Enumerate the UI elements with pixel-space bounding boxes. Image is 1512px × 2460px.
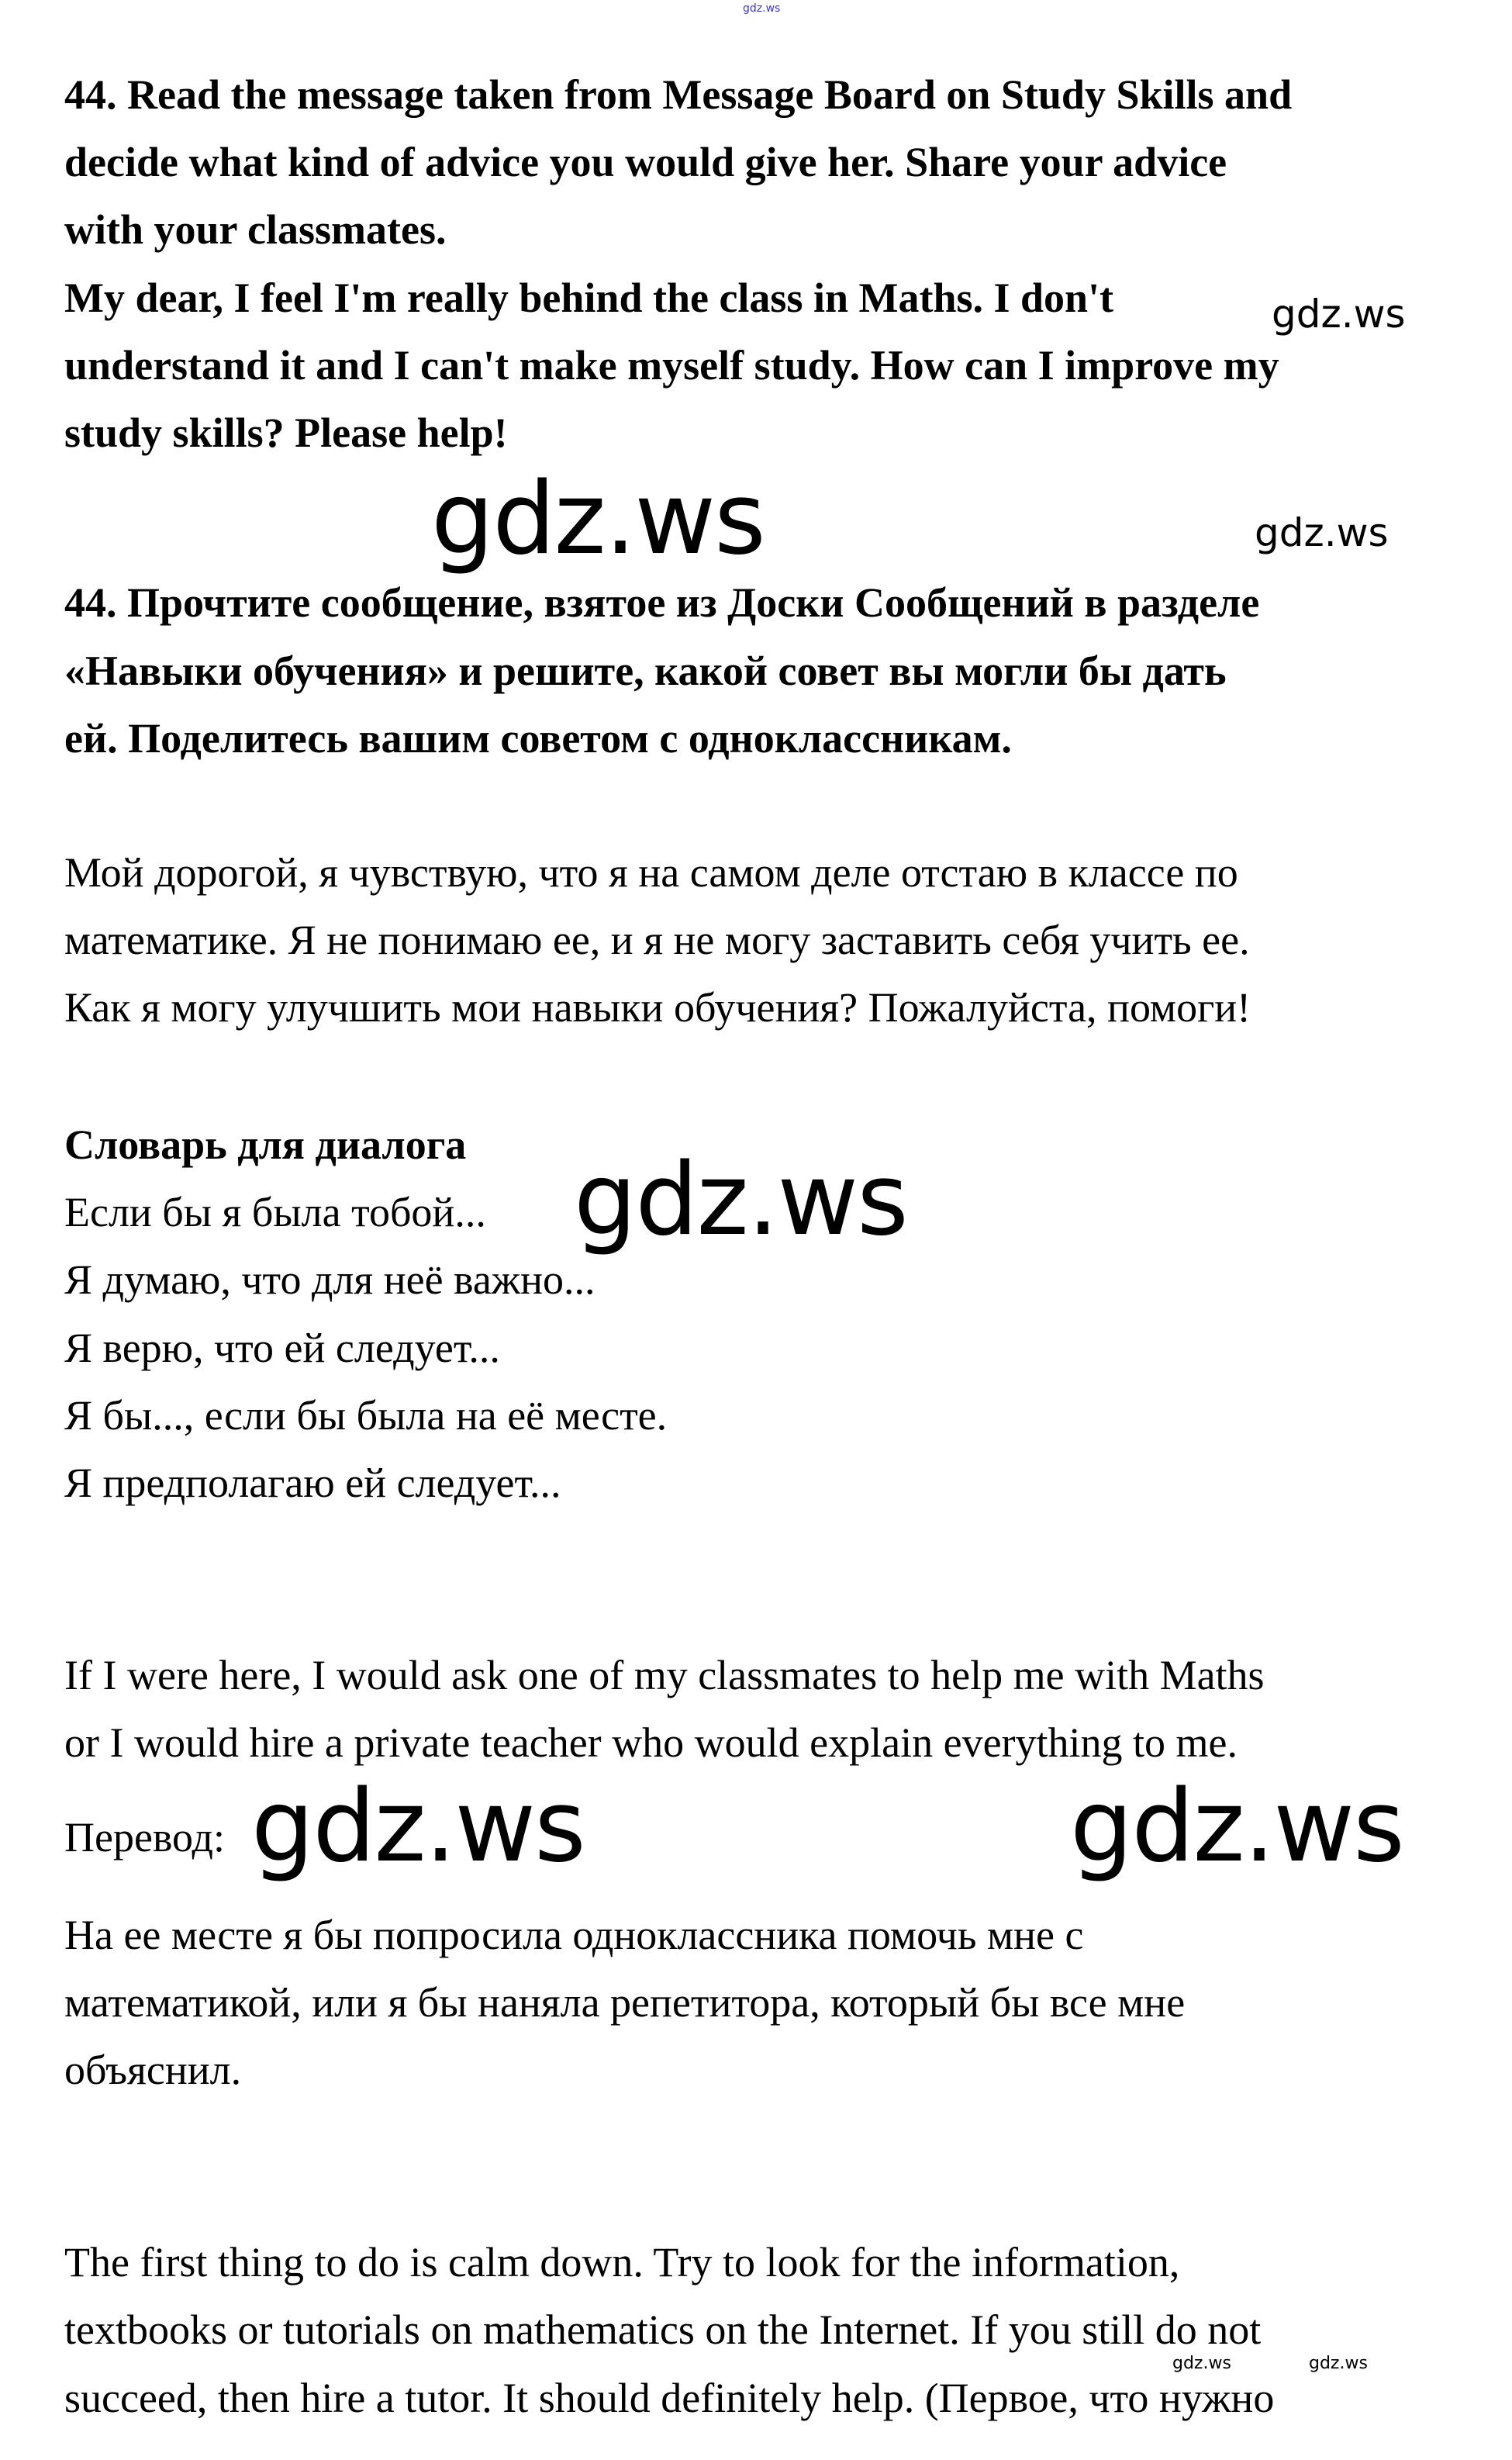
watermark: gdz.ws: [1309, 2354, 1368, 2373]
watermark-top: gdz.ws: [743, 2, 781, 15]
vocab-title: Словарь для диалога: [64, 1121, 467, 1168]
answer2-en-line: textbooks or tutorials on mathematics on the Internet. If you still do not: [64, 2306, 1262, 2353]
vocab-item: Я думаю, что для неё важно...: [64, 1256, 595, 1303]
answer2-en-line: succeed, then hire a tutor. It should definitely help. (Первое, что нужно: [64, 2375, 1275, 2421]
answer1-ru-line: объяснил.: [64, 2047, 242, 2093]
task-en-line: with your classmates.: [64, 206, 447, 253]
task-ru-line: ей. Поделитесь вашим советом с одноклассникам.: [64, 715, 1012, 762]
message-en-line: My dear, I feel I'm really behind the class in Maths. I don't: [64, 275, 1114, 321]
answer2-en-line: The first thing to do is calm down. Try to look for the information,: [64, 2239, 1180, 2286]
message-ru-line: Как я могу улучшить мои навыки обучения? Пожалуйста, помоги!: [64, 984, 1251, 1031]
task-ru-line: «Навыки обучения» и решите, какой совет вы могли бы дать: [64, 648, 1227, 694]
vocab-item: Я бы..., если бы была на её месте.: [64, 1392, 668, 1439]
task-ru-line: 44. Прочтите сообщение, взятое из Доски Сообщений в разделе: [64, 579, 1260, 626]
translation-label: Перевод:: [64, 1814, 225, 1861]
message-ru-line: математике. Я не понимаю ее, и я не могу заставить себя учить ее.: [64, 917, 1250, 963]
answer1-ru-line: На ее месте я бы попросила одноклассника помочь мне с: [64, 1912, 1084, 1958]
message-ru-line: Мой дорогой, я чувствую, что я на самом деле отстаю в классе по: [64, 849, 1238, 896]
answer1-ru-line: математикой, или я бы наняла репетитора, который бы все мне: [64, 1979, 1186, 2026]
watermark: gdz.ws: [1070, 1769, 1403, 1885]
message-en-line: understand it and I can't make myself study. How can I improve my: [64, 342, 1279, 389]
watermark: gdz.ws: [1172, 2354, 1231, 2373]
vocab-item: Я предполагаю ей следует...: [64, 1460, 561, 1506]
message-en-line: study skills? Please help!: [64, 409, 508, 456]
vocab-item: Если бы я была тобой...: [64, 1189, 486, 1235]
watermark: gdz.ws: [251, 1769, 585, 1885]
vocab-item: Я верю, что ей следует...: [64, 1325, 500, 1371]
task-en-line: 44. Read the message taken from Message Board on Study Skills and: [64, 71, 1293, 118]
answer1-en-line: If I were here, I would ask one of my classmates to help me with Maths: [64, 1652, 1265, 1698]
watermark: gdz.ws: [1272, 292, 1406, 337]
watermark: gdz.ws: [431, 461, 765, 577]
watermark: gdz.ws: [1255, 510, 1389, 555]
answer1-en-line: or I would hire a private teacher who would explain everything to me.: [64, 1719, 1238, 1766]
watermark: gdz.ws: [574, 1142, 907, 1258]
task-en-line: decide what kind of advice you would give her. Share your advice: [64, 139, 1227, 185]
